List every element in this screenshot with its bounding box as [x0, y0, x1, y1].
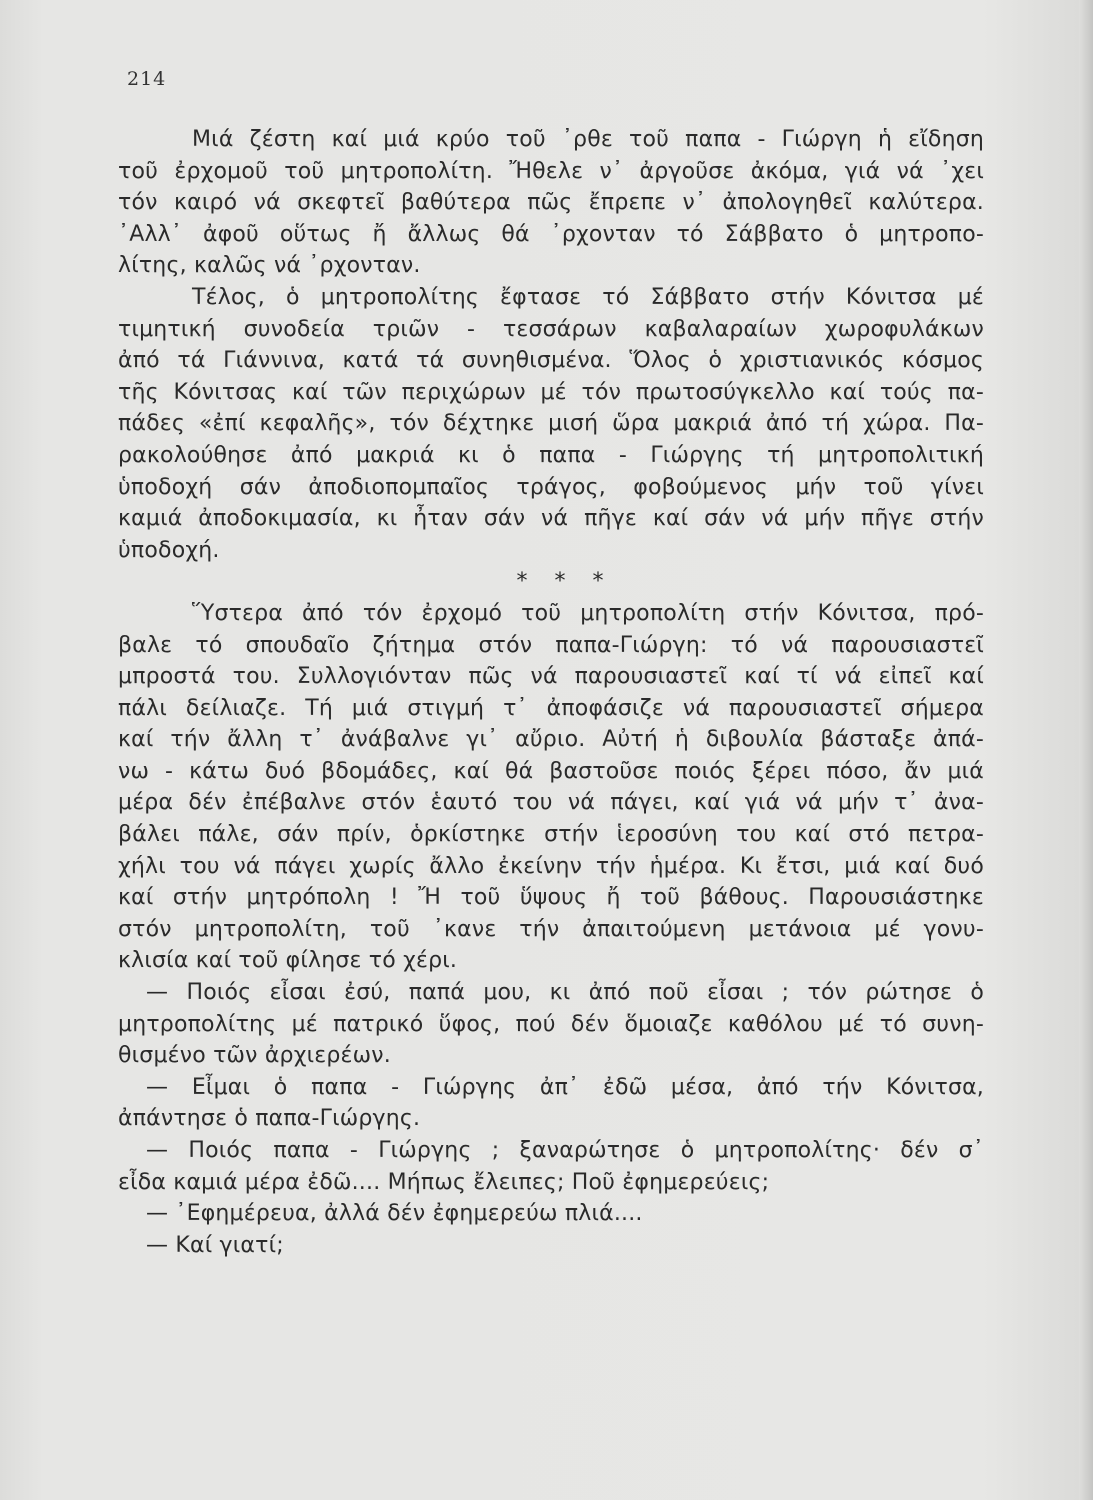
dialogue-paragraph	[118, 1072, 984, 1135]
text-line: ὑποδοχή.	[118, 537, 220, 563]
page-number: 214	[127, 68, 167, 90]
text-line: βαλε τό σπουδαῖο ζήτημα στόν παπα-Γιώργη: τό νά παρουσιαστεῖ	[118, 632, 984, 658]
dialogue-paragraph	[118, 1230, 984, 1262]
text-line: Τέλος, ὁ μητροπολίτης ἔφτασε τό Σάββατο στήν Κόνιτσα μέ	[192, 284, 984, 310]
dialogue-paragraph	[118, 1135, 984, 1198]
page-edge-shadow	[1079, 0, 1093, 1500]
text-line: Μιά ζέστη καί μιά κρύο τοῦ ᾿ρθε τοῦ παπα - Γιώργη ἡ εἴδηση	[192, 127, 984, 152]
text-line: Ὕστερα ἀπό τόν ἐρχομό τοῦ μητροπολίτη στήν Κόνιτσα, πρό-	[192, 600, 984, 626]
text-line: τῆς Κόνιτσας καί τῶν περιχώρων μέ τόν πρωτοσύγκελλο καί τούς πα-	[118, 379, 984, 405]
text-line: ρακολούθησε ἀπό μακριά κι ὁ παπα - Γιώργης τή μητροπολιτική	[118, 442, 984, 468]
text-line: ἀπάντησε ὁ παπα-Γιώργης.	[118, 1106, 421, 1132]
text-line: θισμένο τῶν ἀρχιερέων.	[118, 1043, 391, 1069]
text-line: πάλι δείλιαζε. Τή μιά στιγμή τ᾿ ἀποφάσιζε νά παρουσιαστεῖ σήμερα	[118, 695, 984, 721]
dialogue-paragraph	[118, 977, 984, 1072]
text-line: — Καί γιατί;	[146, 1232, 284, 1258]
text-line: χήλι του νά πάγει χωρίς ἄλλο ἐκείνην τήν ἡμέρα. Κι ἔτσι, μιά καί δυό	[118, 853, 984, 879]
paragraph	[118, 282, 984, 566]
text-line: τοῦ ἐρχομοῦ τοῦ μητροπολίτη. Ἤθελε ν᾿ ἀργοῦσε ἀκόμα, γιά νά ᾿χει	[118, 158, 984, 184]
text-line: τιμητική συνοδεία τριῶν - τεσσάρων καβαλαραίων χωροφυλάκων	[118, 316, 984, 342]
section-break-asterisks: * * *	[516, 569, 614, 595]
text-line: λίτης, καλῶς νά ᾿ρχονταν.	[118, 253, 421, 279]
text-line: — Εἶμαι ὁ παπα - Γιώργης ἀπ᾿ ἐδῶ μέσα, ἀπό τήν Κόνιτσα,	[146, 1074, 984, 1100]
text-line: — Ποιός παπα - Γιώργης ; ξαναρώτησε ὁ μητροπολίτης· δέν σ᾿	[146, 1138, 984, 1163]
dialogue-paragraph	[118, 1198, 984, 1230]
text-line: κλισία καί τοῦ φίλησε τό χέρι.	[118, 948, 458, 974]
text-line: βάλει πάλε, σάν πρίν, ὁρκίστηκε στήν ἱεροσύνη του καί στό πετρα-	[118, 822, 984, 848]
text-line: ὑποδοχή σάν ἀποδιοπομπαῖος τράγος, φοβούμενος μήν τοῦ γίνει	[118, 474, 984, 500]
text-line: καί τήν ἄλλη τ᾿ ἀνάβαλνε γι᾿ αὔριο. Αὐτή ἡ διβουλία βάσταξε ἀπά-	[118, 727, 984, 753]
text-line: — ᾿Εφημέρευα, ἀλλά δέν ἐφημερεύω πλιά....	[146, 1201, 643, 1227]
text-line: μπροστά του. Συλλογιόνταν πῶς νά παρουσιαστεῖ καί τί νά εἰπεῖ καί	[118, 664, 984, 690]
text-line: μητροπολίτης μέ πατρικό ὕφος, πού δέν ὅμοιαζε καθόλου μέ τό συνη-	[118, 1011, 984, 1037]
text-line: ἀπό τά Γιάννινα, κατά τά συνηθισμένα. Ὅλος ὁ χριστιανικός κόσμος	[118, 348, 984, 374]
text-line: — Ποιός εἶσαι ἐσύ, παπά μου, κι ἀπό ποῦ εἶσαι ; τόν ρώτησε ὁ	[146, 980, 984, 1006]
paragraph	[118, 124, 984, 282]
text-line: τόν καιρό νά σκεφτεῖ βαθύτερα πῶς ἔπρεπε ν᾿ ἀπολογηθεῖ καλύτερα.	[118, 190, 984, 216]
text-line: εἶδα καμιά μέρα ἐδῶ.... Μήπως ἔλειπες; Ποῦ ἐφημερεύεις;	[118, 1169, 770, 1195]
text-line: νω - κάτω δυό βδομάδες, καί θά βαστοῦσε ποιός ξέρει πόσο, ἄν μιά	[118, 758, 984, 784]
page-body-text	[118, 124, 984, 1261]
text-line: πάδες «ἐπί κεφαλῆς», τόν δέχτηκε μισή ὥρα μακριά ἀπό τή χώρα. Πα-	[118, 411, 984, 437]
paragraph	[118, 598, 984, 977]
text-line: καί στήν μητρόπολη ! Ἤ τοῦ ὕψους ἤ τοῦ βάθους. Παρουσιάστηκε	[118, 885, 984, 911]
text-line: καμιά ἀποδοκιμασία, κι ἦταν σάν νά πῆγε καί σάν νά μήν πῆγε στήν	[118, 506, 984, 532]
text-line: στόν μητροπολίτη, τοῦ ᾿κανε τήν ἀπαιτούμενη μετάνοια μέ γονυ-	[118, 916, 984, 942]
text-line: μέρα δέν ἐπέβαλνε στόν ἑαυτό του νά πάγει, καί γιά νά μήν τ᾿ ἀνα-	[118, 790, 984, 816]
text-line: ᾿Αλλ᾿ ἀφοῦ οὕτως ἤ ἄλλως θά ᾿ρχονταν τό Σάββατο ὁ μητροπο-	[118, 221, 984, 247]
